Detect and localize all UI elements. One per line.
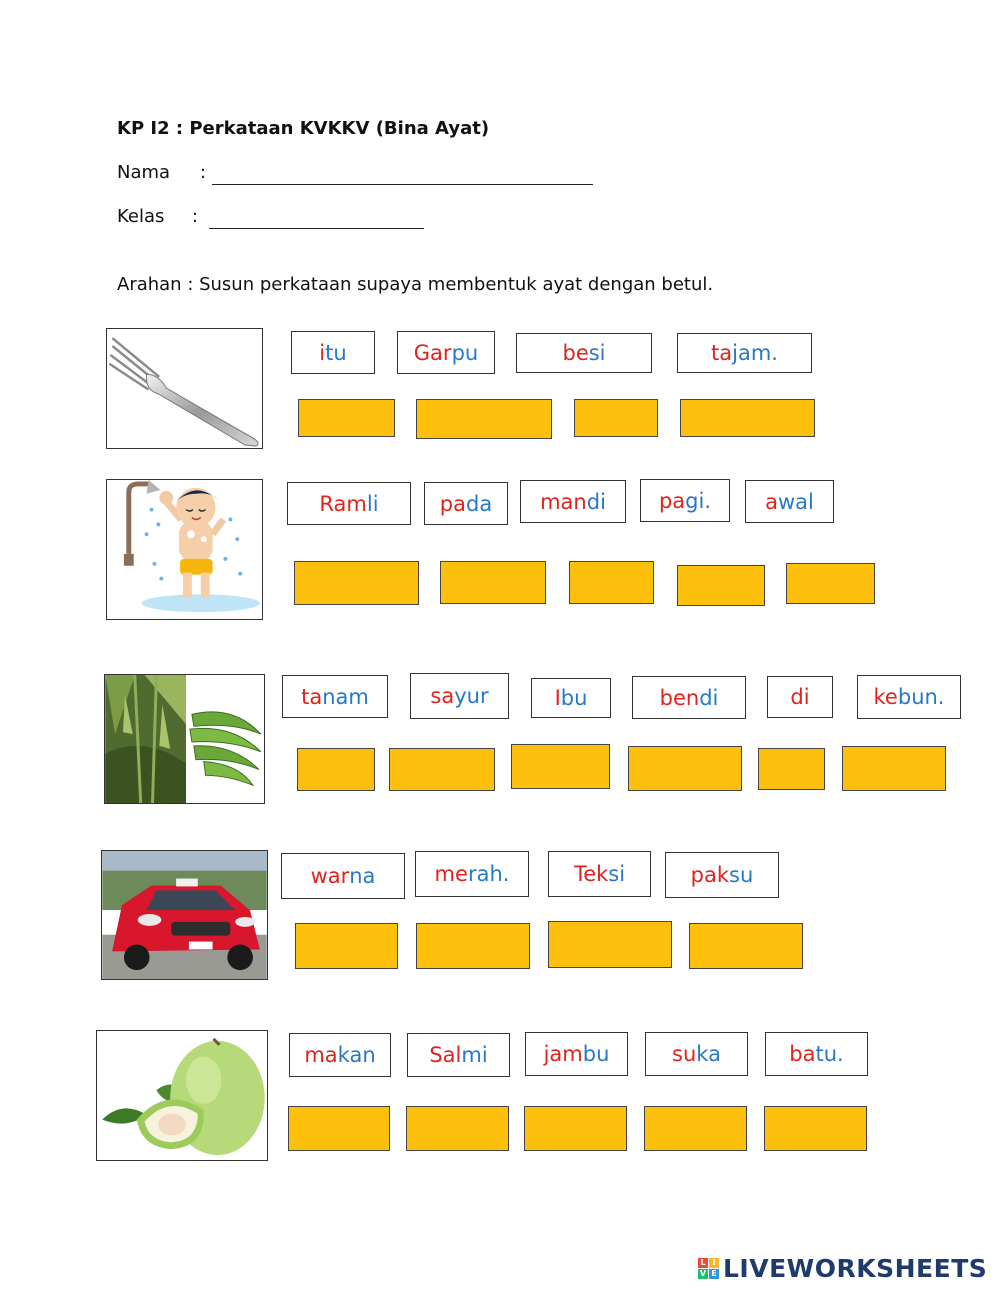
name-field[interactable] [212, 184, 593, 185]
answer-slot[interactable] [416, 923, 530, 969]
answer-slot[interactable] [569, 561, 654, 604]
logo-text: LIVEWORKSHEETS [723, 1254, 988, 1283]
answer-slot[interactable] [297, 748, 375, 791]
worksheet-title: KP I2 : Perkataan KVKKV (Bina Ayat) [117, 118, 490, 139]
word-tile[interactable]: ta nam [282, 675, 388, 718]
word-tile[interactable]: sa yur [410, 673, 509, 719]
answer-slot[interactable] [574, 399, 658, 437]
taxi-image [101, 850, 268, 980]
word-tile[interactable]: jam bu [525, 1032, 628, 1076]
answer-slot[interactable] [689, 923, 803, 969]
liveworksheets-logo [698, 1254, 987, 1283]
answer-slot[interactable] [758, 748, 825, 790]
word-tile[interactable]: Tek si [548, 851, 651, 897]
class-label: Kelas [117, 206, 165, 227]
answer-slot[interactable] [548, 921, 672, 968]
guava-image [96, 1030, 268, 1161]
answer-slot[interactable] [842, 746, 946, 791]
word-tile[interactable]: ben di [632, 676, 746, 719]
word-tile[interactable]: ke bun. [857, 675, 961, 719]
answer-slot[interactable] [406, 1106, 509, 1151]
answer-slot[interactable] [680, 399, 815, 437]
answer-slot[interactable] [677, 565, 765, 606]
word-tile[interactable]: a wal [745, 480, 834, 523]
word-tile[interactable]: I bu [531, 678, 611, 718]
word-tile[interactable]: ta jam. [677, 333, 812, 373]
fork-image [106, 328, 263, 449]
word-tile[interactable]: Ram li [287, 482, 411, 525]
word-tile[interactable]: pak su [665, 852, 779, 898]
answer-slot[interactable] [786, 563, 875, 604]
word-tile[interactable]: ma kan [289, 1033, 391, 1077]
word-tile[interactable]: pa gi. [640, 479, 730, 522]
word-tile[interactable]: Gar pu [397, 331, 495, 374]
answer-slot[interactable] [294, 561, 419, 605]
word-tile[interactable]: ba tu. [765, 1032, 868, 1076]
boy-shower-image [106, 479, 263, 620]
class-colon: : [192, 206, 199, 227]
name-colon: : [200, 162, 207, 183]
answer-slot[interactable] [298, 399, 395, 437]
word-tile[interactable]: war na [281, 853, 405, 899]
answer-slot[interactable] [644, 1106, 747, 1151]
answer-slot[interactable] [389, 748, 495, 791]
word-tile[interactable]: di [767, 676, 833, 718]
answer-slot[interactable] [288, 1106, 390, 1151]
answer-slot[interactable] [764, 1106, 867, 1151]
answer-slot[interactable] [524, 1106, 627, 1151]
okra-image [104, 674, 265, 804]
word-tile[interactable]: be si [516, 333, 652, 373]
word-tile[interactable]: me rah. [415, 851, 529, 897]
word-tile[interactable]: pa da [424, 482, 508, 525]
name-label: Nama [117, 162, 171, 183]
word-tile[interactable]: su ka [645, 1032, 748, 1076]
word-tile[interactable]: i tu [291, 331, 375, 374]
answer-slot[interactable] [511, 744, 610, 789]
answer-slot[interactable] [295, 923, 398, 969]
answer-slot[interactable] [628, 746, 742, 791]
answer-slot[interactable] [416, 399, 552, 439]
class-field[interactable] [209, 228, 424, 229]
word-tile[interactable]: Sal mi [407, 1033, 510, 1077]
instruction-text: Arahan : Susun perkataan supaya membentuk ayat dengan betul. [117, 274, 714, 295]
answer-slot[interactable] [440, 561, 546, 604]
word-tile[interactable]: man di [520, 480, 626, 523]
logo-mark-icon: L I V E [698, 1258, 719, 1279]
